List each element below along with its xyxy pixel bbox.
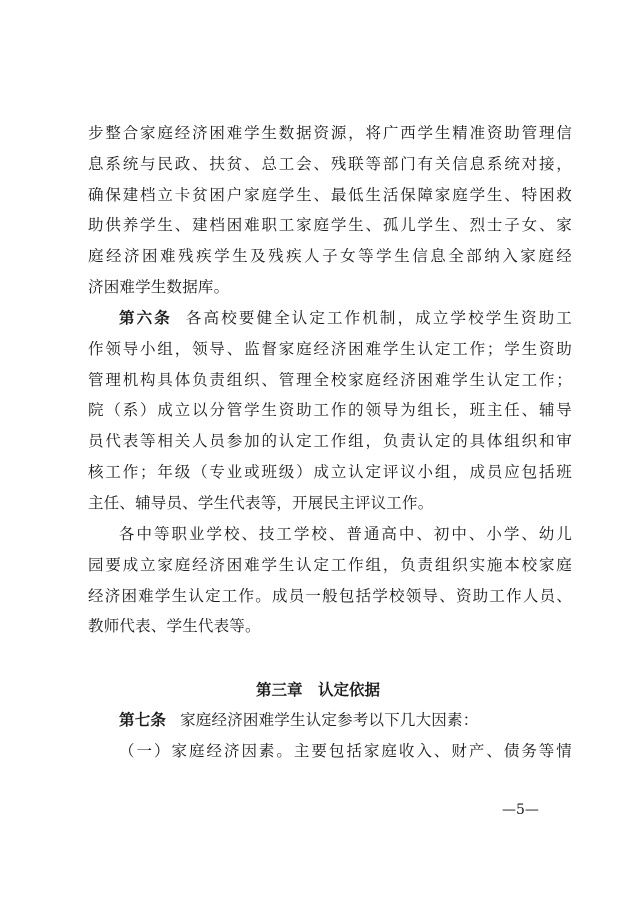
text-line: 作领导小组，领导、监督家庭经济困难学生认定工作；学生资助 <box>88 339 572 358</box>
article-6-first-line <box>88 303 572 334</box>
text-line: 园要成立家庭经济困难学生认定工作组，负责组织实施本校家庭 <box>88 555 572 574</box>
article-7-item-1: （一）家庭经济因素。主要包括家庭收入、财产、债务等情 <box>119 741 572 760</box>
text-line: 经济困难学生认定工作。成员一般包括学校领导、资助工作人员、 <box>88 586 572 605</box>
chapter-heading: 第三章 认定依据 <box>255 681 380 699</box>
article-7-label: 第七条 <box>119 711 167 729</box>
text-line: 核工作；年级（专业或班级）成立认定评议小组，成员应包括班 <box>88 462 572 481</box>
text-line: 确保建档立卡贫困户家庭学生、最低生活保障家庭学生、特困救 <box>88 185 572 204</box>
text-line: 教师代表、学生代表等。 <box>88 617 261 636</box>
article-7-first-line <box>88 705 572 736</box>
text-line: 院（系）成立以分管学生资助工作的领导为组长，班主任、辅导 <box>88 401 572 420</box>
text-line: 管理机构具体负责组织、管理全校家庭经济困难学生认定工作； <box>88 370 572 389</box>
article-6-label: 第六条 <box>119 309 172 327</box>
text-line: 各中等职业学校、技工学校、普通高中、初中、小学、幼儿 <box>119 525 572 543</box>
article-6-first-text: 各高校要健全认定工作机制，成立学校学生资助工 <box>185 309 572 327</box>
paragraph-continued <box>88 118 572 303</box>
text-line: 主任、辅导员、学生代表等，开展民主评议工作。 <box>88 493 434 512</box>
paragraph-secondary-schools <box>88 519 572 642</box>
text-line: 庭经济困难残疾学生及残疾人子女等学生信息全部纳入家庭经 <box>88 247 572 266</box>
article-7-first-text: 家庭经济困难学生认定参考以下几大因素： <box>180 711 479 729</box>
text-line: 员代表等相关人员参加的认定工作组，负责认定的具体组织和审 <box>88 432 572 451</box>
page-number: —5— <box>502 802 539 818</box>
article-6 <box>88 303 572 519</box>
text-line: 息系统与民政、扶贫、总工会、残联等部门有关信息系统对接， <box>88 154 572 173</box>
article-7 <box>88 705 572 767</box>
text-line: 步整合家庭经济困难学生数据资源，将广西学生精准资助管理信 <box>88 124 572 142</box>
text-line: 济困难学生数据库。 <box>88 277 230 296</box>
text-line: 助供养学生、建档困难职工家庭学生、孤儿学生、烈士子女、家 <box>88 216 572 235</box>
